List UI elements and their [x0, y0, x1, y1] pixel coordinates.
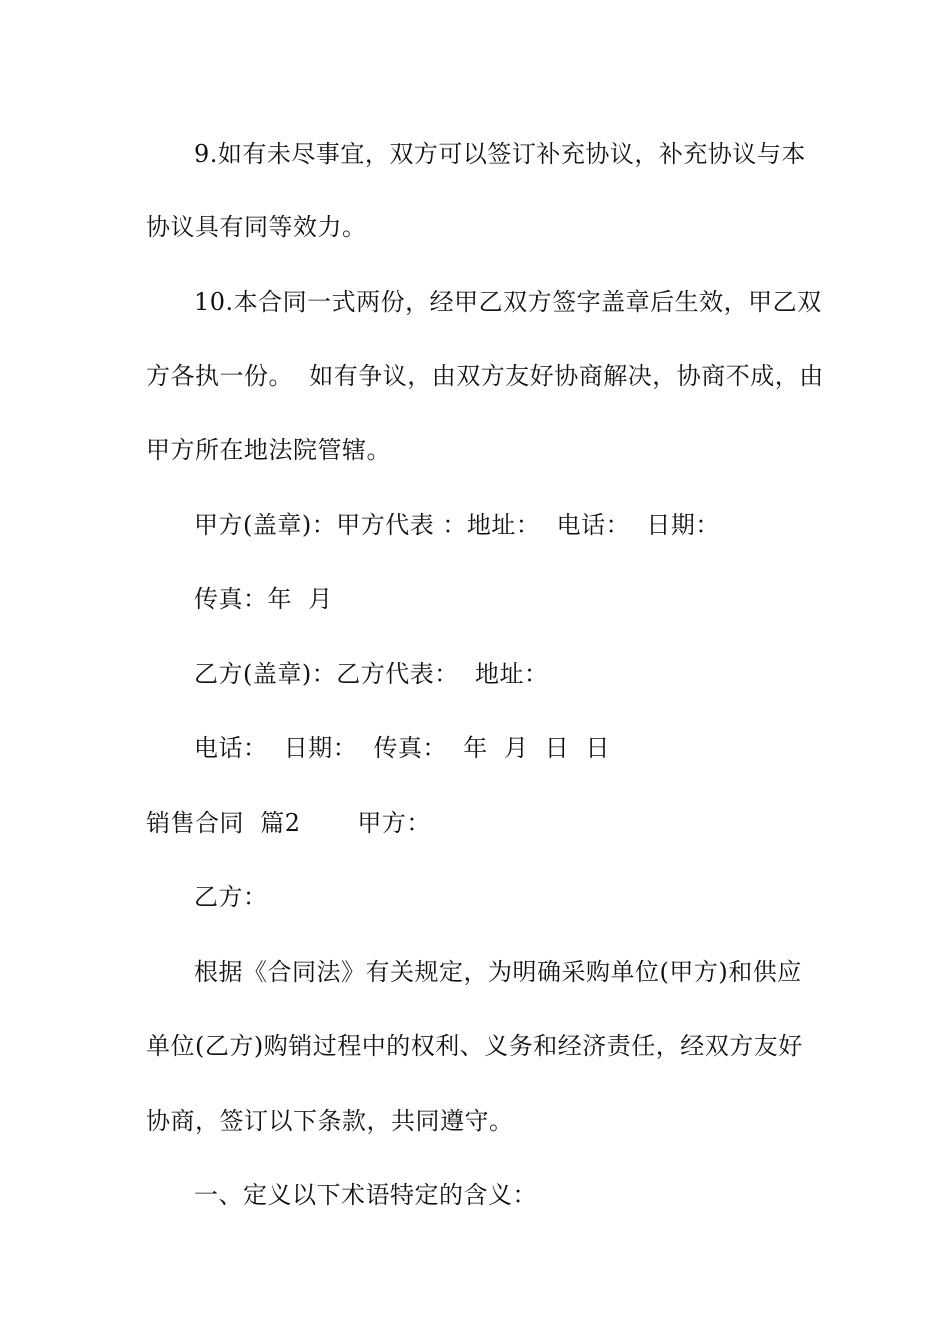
clause-10-line-3: 甲方所在地法院管辖。 [146, 436, 391, 464]
preamble-line-1: 根据《合同法》有关规定，为明确采购单位(甲方)和供应 [194, 958, 802, 986]
section-1-heading: 一、定义以下术语特定的含义： [194, 1181, 537, 1209]
contract-2-heading: 销售合同 篇2 甲方： [146, 809, 431, 837]
party-b-label: 乙方： [194, 883, 268, 911]
clause-10-line-1: 10.本合同一式两份，经甲乙双方签字盖章后生效，甲乙双 [194, 288, 822, 316]
party-b-signature-line: 乙方(盖章)：乙方代表： 地址： [194, 660, 549, 688]
clause-9-line-1: 9.如有未尽事宜，双方可以签订补充协议，补充协议与本 [194, 140, 806, 168]
preamble-line-2: 单位(乙方)购销过程中的权利、义务和经济责任，经双方友好 [146, 1032, 803, 1060]
party-a-fax-line: 传真：年 月 [194, 585, 333, 613]
preamble-line-3: 协商，签订以下条款，共同遵守。 [146, 1107, 514, 1135]
clause-9-line-2: 协议具有同等效力。 [146, 213, 367, 241]
party-a-signature-line: 甲方(盖章)：甲方代表 ：地址： 电话： 日期： [194, 511, 720, 539]
clause-10-line-2: 方各执一份。 如有争议，由双方友好协商解决，协商不成，由 [146, 362, 824, 390]
party-b-contact-line: 电话： 日期： 传真： 年 月 日 日 [194, 734, 611, 762]
